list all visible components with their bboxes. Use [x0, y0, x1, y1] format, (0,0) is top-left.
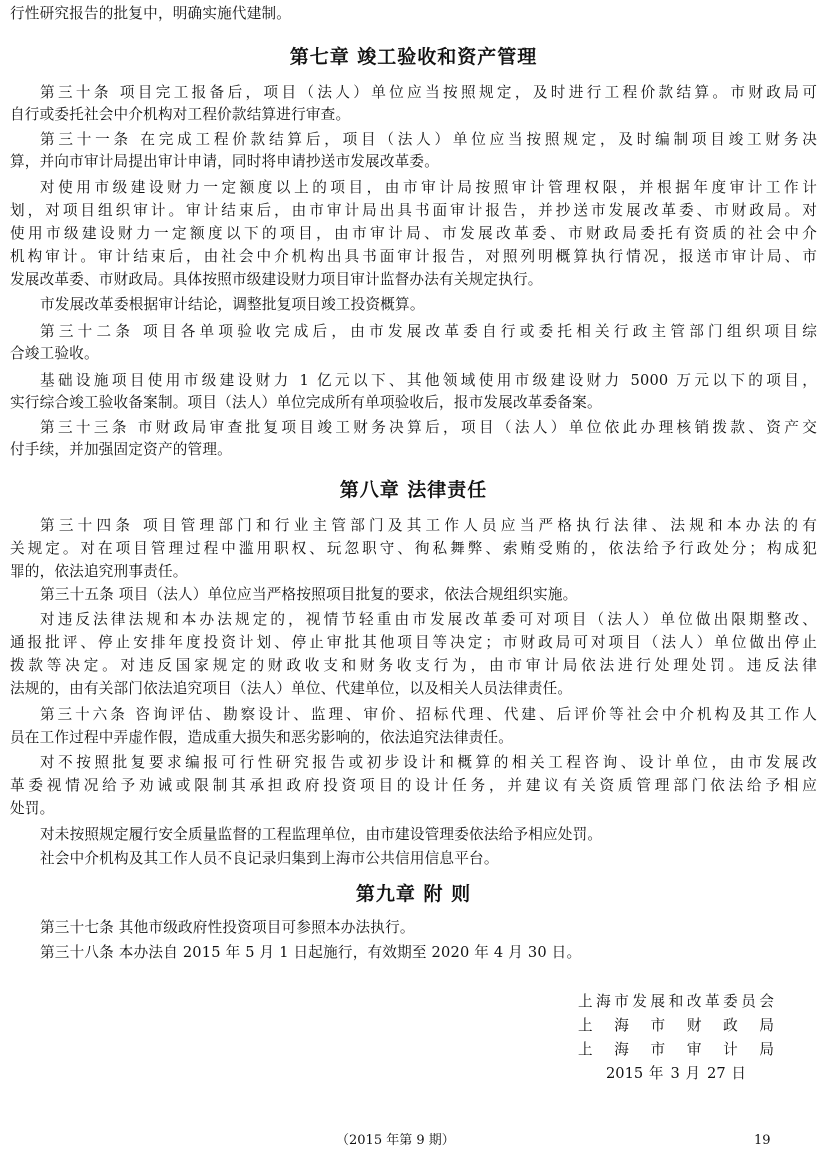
signature-org-2: 上海市财政局	[578, 1017, 774, 1034]
article-33-line-2: 付手续，并加强固定资产的管理。	[10, 441, 232, 458]
article-36-line-1: 第三十六条 咨询评估、勘察设计、监理、审价、招标代理、代建、后评价等社会中介机构及其工作人	[40, 706, 817, 723]
signature-date: 2015 年 3 月 27 日	[606, 1065, 746, 1082]
text-line: 法规的，由有关部门依法追究项目（法人）单位、代建单位，以及相关人员法律责任。	[10, 680, 573, 697]
text-line: 使用市级建设财力一定额度以下的项目，由市审计局、市发展改革委、市财政局委托有资质的社会中介	[10, 225, 817, 242]
article-34-line-1: 第三十四条 项目管理部门和行业主管部门及其工作人员应当严格执行法律、法规和本办法的有	[40, 517, 817, 534]
article-31-line-1: 第三十一条 在完成工程价款结算后，项目（法人）单位应当按照规定，及时编制项目竣工财务决	[40, 131, 817, 148]
chapter-8-heading: 第八章 法律责任	[339, 479, 488, 501]
article-38-line: 第三十八条 本办法自 2015 年 5 月 1 日起施行，有效期至 2020 年 4 月 30 日。	[40, 944, 582, 961]
article-35-line-1: 第三十五条 项目（法人）单位应当严格按照项目批复的要求，依法合规组织实施。	[40, 586, 578, 603]
article-34-line-2: 关规定。对在项目管理过程中滥用职权、玩忽职守、徇私舞弊、索贿受贿的，依法给予行政处分；构成犯	[10, 540, 817, 557]
article-37-line: 第三十七条 其他市级政府性投资项目可参照本办法执行。	[40, 919, 415, 936]
text-line: 发展改革委、市财政局。具体按照市级建设财力项目审计监督办法有关规定执行。	[10, 271, 543, 288]
text-line: 基础设施项目使用市级建设财力 1 亿元以下、其他领域使用市级建设财力 5000 万元以下的项目，	[40, 372, 817, 389]
article-34-line-3: 罪的，依法追究刑事责任。	[10, 563, 188, 580]
text-line: 对未按照规定履行安全质量监督的工程监理单位，由市建设管理委依法给予相应处罚。	[40, 826, 603, 843]
text-line: 拨款等决定。对违反国家规定的财政收支和财务收支行为，由市审计局依法进行处理处罚。违反法律	[10, 657, 817, 674]
chapter-9-heading: 第九章 附 则	[355, 883, 472, 905]
text-line: 市发展改革委根据审计结论，调整批复项目竣工投资概算。	[40, 296, 425, 313]
article-32-line-2: 合竣工验收。	[10, 345, 99, 362]
text-line: 划，对项目组织审计。审计结束后，由市审计局出具书面审计报告，并抄送市发展改革委、市财政局。对	[10, 202, 817, 219]
text-line: 对使用市级建设财力一定额度以上的项目，由市审计局按照审计管理权限，并根据年度审计工作计	[40, 179, 817, 196]
article-33-line-1: 第三十三条 市财政局审查批复项目竣工财务决算后，项目（法人）单位依此办理核销拨款、资产交	[40, 419, 817, 436]
signature-org-3: 上海市审计局	[578, 1041, 774, 1058]
text-line: 行性研究报告的批复中，明确实施代建制。	[10, 5, 292, 22]
text-line: 实行综合竣工验收备案制。项目（法人）单位完成所有单项验收后，报市发展改革委备案。	[10, 394, 602, 411]
footer-issue: （2015 年第 9 期）	[336, 1133, 455, 1148]
text-line: 机构审计。审计结束后，由社会中介机构出具书面审计报告，对照列明概算执行情况，报送市审计局、市	[10, 248, 817, 265]
article-36-line-2: 员在工作过程中弄虚作假，造成重大损失和恶劣影响的，依法追究法律责任。	[10, 729, 513, 746]
article-31-line-2: 算，并向市审计局提出审计申请，同时将申请抄送市发展改革委。	[10, 153, 440, 170]
text-line: 处罚。	[10, 800, 55, 817]
signature-org-1: 上海市发展和改革委员会	[578, 993, 774, 1010]
text-line: 社会中介机构及其工作人员不良记录归集到上海市公共信用信息平台。	[40, 850, 499, 867]
text-line: 革委视情况给予劝诫或限制其承担政府投资项目的设计任务，并建议有关资质管理部门依法给予相应	[10, 777, 817, 794]
article-30-line-1: 第三十条 项目完工报备后，项目（法人）单位应当按照规定，及时进行工程价款结算。市财政局可	[40, 84, 817, 101]
footer-page-number: 19	[754, 1133, 771, 1148]
article-30-line-2: 自行或委托社会中介机构对工程价款结算进行审查。	[10, 106, 351, 123]
text-line: 对违反法律法规和本办法规定的，视情节轻重由市发展改革委可对项目（法人）单位做出限期整改、	[40, 611, 817, 628]
text-line: 通报批评、停止安排年度投资计划、停止审批其他项目等决定；市财政局可对项目（法人）单位做出停止	[10, 634, 817, 651]
chapter-7-heading: 第七章 竣工验收和资产管理	[289, 46, 538, 68]
text-line: 对不按照批复要求编报可行性研究报告或初步设计和概算的相关工程咨询、设计单位，由市发展改	[40, 754, 817, 771]
article-32-line-1: 第三十二条 项目各单项验收完成后，由市发展改革委自行或委托相关行政主管部门组织项目综	[40, 323, 817, 340]
